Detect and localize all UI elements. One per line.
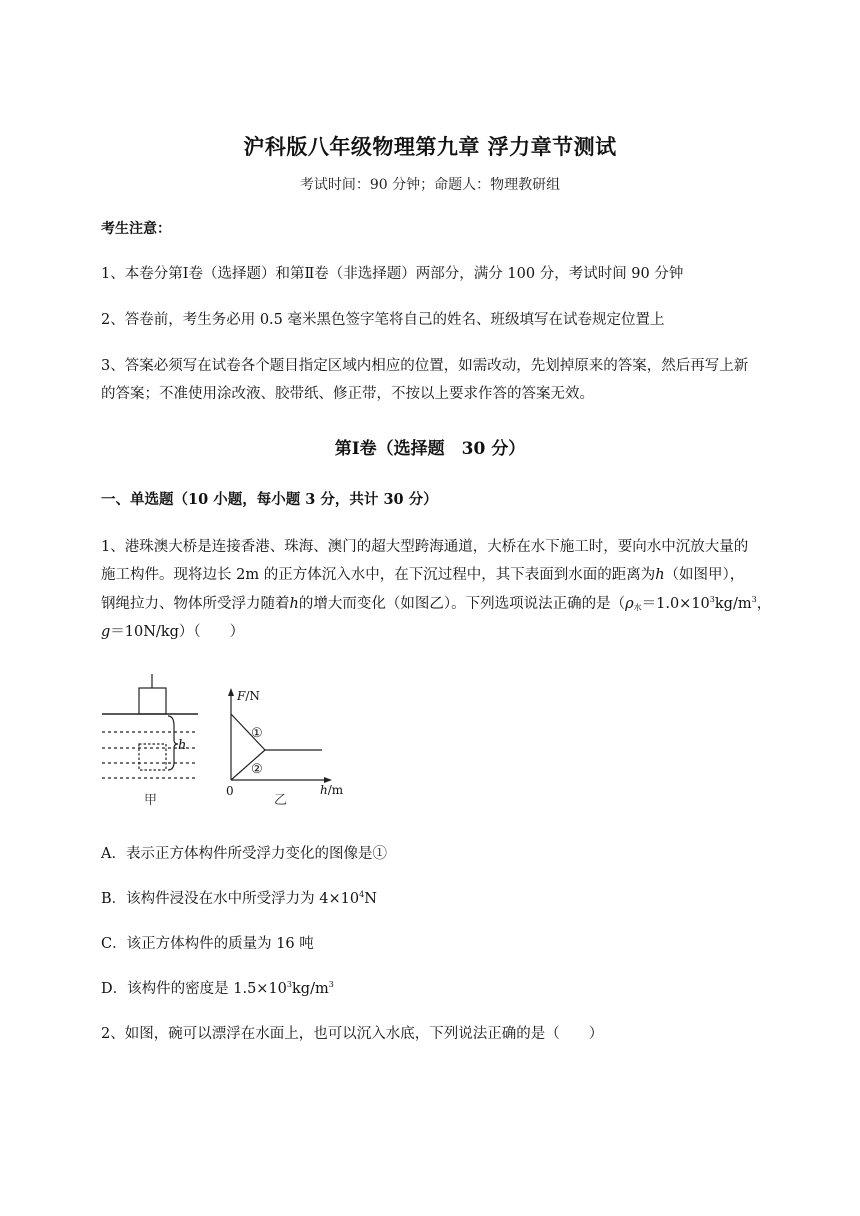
y-axis-label xyxy=(236,689,260,703)
notice-item-2: 2、答卷前，考生务必用 0.5 毫米黑色签字笔将自己的姓名、班级填写在试卷规定位置上 xyxy=(101,312,665,328)
q1-option-b xyxy=(101,887,377,908)
figure-yi-label: 乙 xyxy=(274,793,288,808)
q1-figure-svg xyxy=(98,670,368,815)
g-value: ＝10N/kg）（ ） xyxy=(110,624,245,640)
cube-above-water xyxy=(139,688,166,714)
q1-option-a: A．表示正方体构件所受浮力变化的图像是① xyxy=(101,846,387,862)
figure-jia xyxy=(102,674,198,778)
q1-var-h-2: h xyxy=(289,596,299,612)
rho-value: ＝1.0×10 xyxy=(641,596,710,612)
q1-option-c: C．该正方体构件的质量为 16 吨 xyxy=(101,936,314,952)
rho-subscript: 水 xyxy=(633,603,642,612)
q1-line-3-text: 钢绳拉力、物体所受浮力随着 xyxy=(101,596,290,612)
figure-h-label: h xyxy=(178,738,187,753)
notice-item-3-line-1: 3、答案必须写在试卷各个题目指定区域内相应的位置，如需改动，先划掉原来的答案，然后再写上新 xyxy=(101,358,749,374)
rho-exponent: 3 xyxy=(709,595,715,604)
x-axis-unit: /m xyxy=(327,783,344,797)
section-title: 第Ⅰ卷（选择题 30 分） xyxy=(334,439,526,459)
q1-line-3 xyxy=(101,592,771,613)
figure-jia-label: 甲 xyxy=(144,793,158,808)
x-axis-label xyxy=(320,783,344,797)
origin-label: 0 xyxy=(226,784,234,798)
q1-line-4 xyxy=(101,620,244,641)
q2-line-1: 2、如图，碗可以漂浮在水面上，也可以沉入水底，下列说法正确的是（ ） xyxy=(101,1026,604,1042)
page-title: 沪科版八年级物理第九章 浮力章节测试 xyxy=(243,134,617,159)
y-axis-symbol: F xyxy=(237,689,246,703)
curve-1-label: ① xyxy=(251,726,263,741)
rho-unit-exponent: 3 xyxy=(751,595,757,604)
part-title: 一、单选题（10 小题，每小题 3 分，共计 30 分） xyxy=(101,491,438,508)
q1-line-2 xyxy=(101,563,744,584)
y-axis-unit: /N xyxy=(245,689,260,703)
q1-var-h: h xyxy=(655,567,665,583)
curve-2-label: ② xyxy=(251,762,263,777)
y-axis-arrow xyxy=(228,688,234,696)
q1-option-d-text: D．该构件的密度是 1.5×10 xyxy=(101,981,287,997)
x-axis-symbol: h xyxy=(320,783,328,797)
q1-option-b-exp: 4 xyxy=(359,890,365,899)
q1-option-d-exp: 3 xyxy=(286,980,292,989)
notice-item-3-line-2: 的答案；不准使用涂改液、胶带纸、修正带，不按以上要求作答的答案无效。 xyxy=(101,386,594,402)
q1-line-2-text: 施工构件。现将边长 2m 的正方体沉入水中，在下沉过程中，其下表面到水面的距离为 xyxy=(101,567,656,583)
q1-option-b-text: B．该构件浸没在水中所受浮力为 4×10 xyxy=(101,891,360,907)
q1-line-3-mid: 的增大而变化（如图乙）。下列选项说法正确的是（ xyxy=(298,596,626,612)
notice-heading: 考生注意： xyxy=(101,221,171,237)
rho-symbol: ρ xyxy=(625,596,634,612)
rho-unit: kg/m xyxy=(714,596,752,612)
q1-option-b-unit: N xyxy=(364,891,377,907)
q1-figure xyxy=(98,670,368,815)
page-subtitle: 考试时间：90 分钟；命题人：物理教研组 xyxy=(299,177,561,193)
q1-option-d-unit-exp: 3 xyxy=(328,980,334,989)
q1-option-d xyxy=(101,977,334,998)
rho-comma: ， xyxy=(756,596,772,612)
q1-option-d-unit: kg/m xyxy=(292,981,329,997)
g-symbol: g xyxy=(101,624,111,640)
q1-line-2-end: （如图甲）， xyxy=(664,567,745,583)
notice-item-1: 1、本卷分第Ⅰ卷（选择题）和第Ⅱ卷（非选择题）两部分，满分 100 分，考试时间 90 分钟 xyxy=(101,266,684,282)
h-brace xyxy=(168,716,178,770)
q1-line-1: 1、港珠澳大桥是连接香港、珠海、澳门的超大型跨海通道，大桥在水下施工时，要向水中沉放大量的 xyxy=(101,539,749,555)
